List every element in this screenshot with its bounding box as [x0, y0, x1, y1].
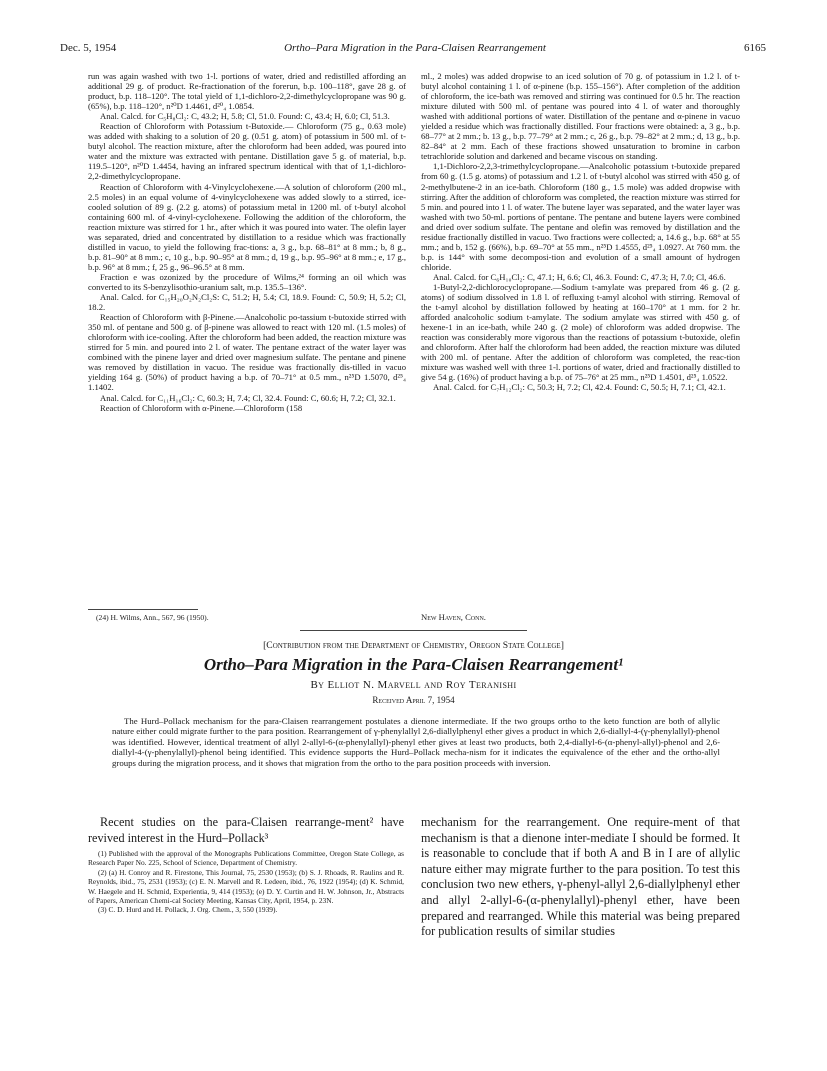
- body-left: [88, 815, 404, 846]
- page-number: 6165: [744, 42, 766, 54]
- left-footnote: (24) H. Wilms, Ann., 567, 96 (1950).: [96, 613, 209, 622]
- footnote: (3) C. D. Hurd and H. Pollack, J. Org. Chem., 3, 550 (1939).: [98, 905, 278, 915]
- section-rule: [300, 630, 527, 631]
- body-right: [421, 815, 740, 940]
- left-paragraph: Anal. Calcd. for C₁₁H₁₆Cl₂: C, 60.3; H, 7.4; Cl, 32.4. Found: C, 60.6; H, 7.2; Cl, 32.1.: [100, 392, 396, 403]
- left-paragraph: Reaction of Chloroform with α-Pinene.—Chloroform (158: [100, 402, 303, 413]
- left-paragraph: Reaction of Chloroform with 4-Vinylcyclohexene.—A solution of chloroform (200 ml., 2.5 moles) in an equal volume of 4-vinylcyclohexene was added slowly to a stirred, ice-cooled solution of 89 g. (2.2 g. atoms) of potassium metal in 1200 ml. of t-butyl alcohol containing 600 ml. of 4-vinyl-cyclohexene. Following the addition of the chloroform, the reaction mixture was stirred for 1 hr., after which it was poured into water. The olefin layer was separated, dried and concentrated by distillation to a residue which was fractionally distilled in vacuo, to yield the following frac-tions: a, 3 g., b.p. 68–81° at 8 mm.; b, 8 g., b.p. 81–90° at 8 mm.; c, 10 g., b.p. 90–95° at 8 mm.; d, 19 g., b.p. 95–96° at 8 mm.; e, 17 g., b.p. 96° at 8 mm.; f, 25 g., 96–96.5° at 8 mm.: [88, 181, 406, 272]
- footnote: (2) (a) H. Conroy and R. Firestone, This Journal, 75, 2530 (1953); (b) S. J. Rhoads, R. Raulins and R. Reynolds, ibid., 75, 2531 (1953); (c) E. N. Marvell and R. Ledeen, ibid., 76, 1922 (1954); (d) K. Schmid, W. Haegele and H. Schmid, Experientia, 9, 414 (1953); (e) D. Y. Curtin and H. W. Johnson, Jr., Abstracts of Papers, American Chemi-cal Society Meeting, Kansas City, April, 1954, p. 23N.: [88, 867, 404, 906]
- left-paragraph: Anal. Calcd. for C₁₅H₂₀O₂N₂Cl₂S: C, 51.2; H, 5.4; Cl, 18.9. Found: C, 50.9; H, 5.2; Cl, 18.2.: [88, 292, 406, 313]
- body-paragraph: mechanism for the rearrangement. One require-ment of that mechanism is that a dienone inter-mediate I should be formed. It is reasonable to conclude that if both A and B in I are of allylic nature either may migrate further to the para position. To test this conclusion two new ethers, γ-phenyl-allyl 2,6-diallylphenyl ether and allyl 2-allyl-6-(α-phenylallyl)-phenyl ether, have been prepared and rearranged. While this material was being prepared for publication results of similar studies: [421, 815, 740, 939]
- left-paragraph: Reaction of Chloroform with Potassium t-Butoxide.— Chloroform (75 g., 0.63 mole) was added with shaking to a solution of 20 g. (0.51 g. atom) of potassium in 500 ml. of t-butyl alcohol. The reaction mixture, after the chloroform had been added, was poured into water and the mixture was extracted with pentane. Distillation gave 5 g. of material, b.p. 119.5–120°, n²⁰D 1.4454, having an infrared spectrum identical with that of 1,1-dichloro-2,2-dimethylcyclopropane.: [88, 121, 406, 182]
- abstract: [112, 716, 720, 768]
- left-paragraph: Reaction of Chloroform with β-Pinene.—Analcoholic po-tassium t-butoxide stirred with 350 ml. of pentane and 500 g. of β-pinene was allowed to react with 120 ml. (1.5 moles) of chloroform with ice-cooling. After the chloroform had been added, the reaction mixture was stirred for 5 min. and poured into 2 l. of water. The pentane extract of the water layer was combined with the pinene layer and dried over magnesium sulfate. The pentane and pinene was removed by distillation in vacuo. The residue was fractionally dis-tilled in vacuo yielding 164 g. (50%) of product having a b.p. of 70–71° at 0.5 mm., n²⁵D 1.5070, d²⁵₄ 1.1402.: [88, 312, 406, 393]
- place: New Haven, Conn.: [421, 612, 486, 622]
- right-paragraph: Anal. Calcd. for C₇H₁₂Cl₂: C, 50.3; H, 7.2; Cl, 42.4. Found: C, 50.5; H, 7.1; Cl, 42.1.: [433, 382, 726, 393]
- footnote: (1) Published with the approval of the Monographs Publications Committee, Oregon State College, as Research Paper No. 225, School of Science, Department of Chemistry.: [88, 849, 404, 868]
- right-paragraph: 1,1-Dichloro-2,2,3-trimethylcyclopropane.—Analcoholic potassium t-butoxide prepared from 60 g. (1.5 g. atoms) of potassium and 1.2 l. of t-butyl alcohol was stirred with 450 g. of 2-methylbutene-2 in an ice-bath. Chloroform (180 g., 1.5 mole) was added dropwise with stirring. After the addition of chloroform was completed, the reaction mixture was stirred for 5 min. and poured into 1 l. of water. The butene layer was separated, and the water layer was washed with two 50-ml. portions of pentane. The pentane and butene layers were combined and dried over sodium sulfate. The pentane and olefin was removed by distillation and the residue fractionally distilled in vacuo. Two fractions were collected; a, 14.6 g., b.p. 68° at 55 mm.; and b, 152 g. (66%), b.p. 69–70° at 55 mm., n²⁵D 1.4555, d²⁵₄ 1.0927. At 760 mm. the b.p. is 144° with some decomposi-tion and evolution of a small amount of hydrogen chloride.: [421, 161, 740, 272]
- article-title: Ortho–Para Migration in the Para-Claisen Rearrangement¹: [203, 655, 624, 674]
- right-paragraph: Anal. Calcd. for C₆H₁₀Cl₂: C, 47.1; H, 6.6; Cl, 46.3. Found: C, 47.3; H, 7.0; Cl, 46.6.: [433, 271, 726, 282]
- right-paragraph: ml., 2 moles) was added dropwise to an iced solution of 70 g. of potassium in 1.2 l. of t-butyl alcohol containing 1 l. of α-pinene (b.p. 155–156°). After completion of the addition of chloroform, the ice-bath was removed and stirring was continued for 0.5 hr. The reaction mixture diluted with 500 ml. of pentane was poured into 4 l. of water and thoroughly washed with additional portions of water. Distillation of the pentane and α-pinene in vacuo yielded a residue which was fractionally distilled. Four fractions were obtained: a, 3 g., b.p. 68–77° at 2 mm.; b. 13 g., b.p. 77–79° at 2 mm.; c, 26 g., b.p. 79–82° at 2 mm.; d, 13 g., b.p. 82–84° at 2 mm. Each of these fractions showed unsaturation to bromine in carbon tetrachloride solution and darkened and became viscous on standing.: [421, 71, 740, 162]
- footnotes: [88, 849, 404, 915]
- left-paragraph: run was again washed with two 1-l. portions of water, dried and redistilled affording an additional 29 g. of product. Re-fractionation of the forerun, b.p. 100–118°, gave 28 g. of product, b.p. 118–120°. The total yield of 1,1-dichloro-2,2-dimethylcyclopropane was 90 g. (65%), b.p. 118–120°, n²⁰D 1.4461, d²⁰₄ 1.0854.: [88, 71, 406, 112]
- right-paragraph: 1-Butyl-2,2-dichlorocyclopropane.—Sodium t-amylate was prepared from 46 g. (2 g. atoms) of sodium dissolved in 1.8 l. of refluxing t-amyl alcohol with stirring. Removal of the t-amyl alcohol by distillation followed by heating at 160–170° at 1 mm. for 2 hr. afforded analcoholic sodium t-amylate. The sodium amylate was stirred with 450 g. of hexene-1 in an ice-bath, while 240 g. (2 mole) of chloroform was added dropwise. The reaction was considerably more vigorous than the reactions of potassium t-butoxide, olefin and chloroform. After half the chloroform had been added, the reaction mixture was diluted with 200 ml. of pentane. After the addition of chloroform was completed, the reac-tion mixture was washed well with three 1-l. portions of water, dried and fractionally distilled to give 54 g. (16%) of product having a b.p. of 75–76° at 25 mm., n²⁵D 1.4501, d²⁵₄ 1.0522.: [421, 281, 740, 383]
- right-column: [421, 71, 740, 619]
- body-paragraph: Recent studies on the para-Claisen rearrange-ment² have revived interest in the Hurd–Pollack³: [88, 815, 404, 845]
- left-paragraph: Anal. Calcd. for C₅H₈Cl₂: C, 43.2; H, 5.8; Cl, 51.0. Found: C, 43.4; H, 6.0; Cl, 51.3.: [100, 111, 390, 122]
- running-title: Ortho–Para Migration in the Para-Claisen Rearrangement: [284, 42, 546, 54]
- page-date: Dec. 5, 1954: [60, 42, 117, 54]
- abstract-text: The Hurd–Pollack mechanism for the para-Claisen rearrangement postulates a dienone intermediate. If the two groups ortho to the keto function are both of allylic nature either could migrate further to the para position. Rearrangement of γ-phenylallyl 2,6-diallylphenyl ether gives a product in which 2,6-diallyl-4-(γ-phenylallyl)-phenol was identified. However, identical treatment of allyl 2-allyl-6-(α-phenylallyl)-phenyl ether gives at least two products, both 2,4-diallyl-6-(α-phenyl-allyl)-phenol and 2,6-diallyl-4-(γ-phenylallyl)-phenol being identified. This evidence supports the Hurd–Pollack mecha-nism for it indicates the equivalence of the ether and the ortho-allyl groups during the migration process, and it shows that migration from the ortho to the para position proceeds with inversion.: [112, 716, 720, 768]
- contribution-line: [Contribution from the Department of Chemistry, Oregon State College]: [263, 640, 564, 651]
- authors: By Elliot N. Marvell and Roy Teranishi: [310, 679, 517, 691]
- left-column: [88, 71, 406, 605]
- received-date: Received April 7, 1954: [372, 695, 455, 705]
- left-paragraph: Fraction e was ozonized by the procedure of Wilms,²⁴ forming an oil which was converted to its S-benzylisothio-uranium salt, m.p. 135.5–136°.: [88, 271, 406, 292]
- footnote-rule: [88, 609, 198, 610]
